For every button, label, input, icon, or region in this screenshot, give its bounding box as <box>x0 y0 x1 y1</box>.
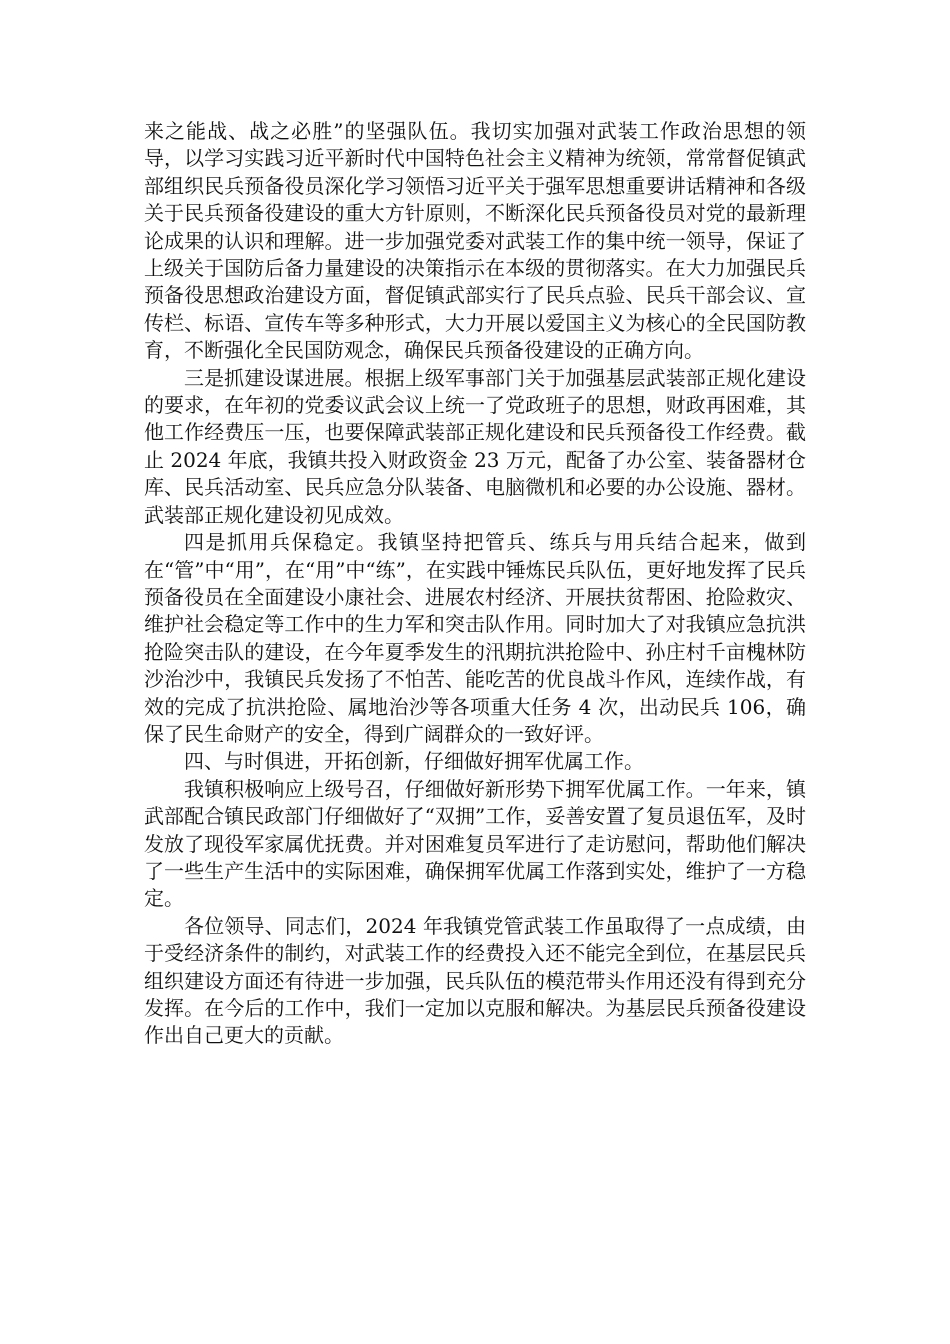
paragraph-conclusion: 各位领导、同志们，2024 年我镇党管武装工作虽取得了一点成绩，由于受经济条件的制约，对武装工作的经费投入还不能完全到位，在基层民兵组织建设方面还有待进一步加强，民兵队伍的模范带头作用还没有得到充分发挥。在今后的工作中，我们一定加以克服和解决。为基层民兵预备役建设作出自己更大的贡献。 <box>144 913 806 1048</box>
section-heading-support-military: 四、与时俱进，开拓创新，仔细做好拥军优属工作。 <box>184 749 644 774</box>
document-page <box>144 118 806 1050</box>
paragraph-continuation: 来之能战、战之必胜”的坚强队伍。我切实加强对武装工作政治思想的领导，以学习实践习近平新时代中国特色社会主义精神为统领，常常督促镇武部组织民兵预备役员深化学习领悟习近平关于强军思想重要讲话精神和各级关于民兵预备役建设的重大方针原则，不断深化民兵预备役员对党的最新理论成果的认识和理解。进一步加强党委对武装工作的集中统一领导，保证了上级关于国防后备力量建设的决策指示在本级的贯彻落实。在大力加强民兵预备役思想政治建设方面，督促镇武部实行了民兵点验、民兵干部会议、宣传栏、标语、宣传车等多种形式，大力开展以爱国主义为核心的全民国防教育，不断强化全民国防观念，确保民兵预备役建设的正确方向。 <box>144 119 806 363</box>
paragraph-construction-progress: 三是抓建设谋进展。根据上级军事部门关于加强基层武装部正规化建设的要求，在年初的党委议武会议上统一了党政班子的思想，财政再困难，其他工作经费压一压，也要保障武装部正规化建设和民兵预备役工作经费。截止 2024 年底，我镇共投入财政资金 23 万元，配备了办公室、装备器材仓库、民兵活动室、民兵应急分队装备、电脑微机和必要的办公设施、器材。武装部正规化建设初见成效。 <box>144 365 806 527</box>
paragraph-support-military: 我镇积极响应上级号召，仔细做好新形势下拥军优属工作。一年来，镇武部配合镇民政部门仔细做好了“双拥”工作，妥善安置了复员退伍军，及时发放了现役军家属优抚费。并对困难复员军进行了走访慰问，帮助他们解决了一些生产生活中的实际困难，确保拥军优属工作落到实处，维护了一方稳定。 <box>144 776 806 911</box>
paragraph-troop-deployment: 四是抓用兵保稳定。我镇坚持把管兵、练兵与用兵结合起来，做到在“管”中“用”，在“用”中“练”，在实践中锤炼民兵队伍，更好地发挥了民兵预备役员在全面建设小康社会、进展农村经济、开展扶贫帮困、抢险救灾、维护社会稳定等工作中的生力军和突击队作用。同时加大了对我镇应急抗洪抢险突击队的建设，在今年夏季发生的汛期抗洪抢险中、孙庄村千亩槐林防沙治沙中，我镇民兵发扬了不怕苦、能吃苦的优良战斗作风，连续作战，有效的完成了抗洪抢险、属地治沙等各项重大任务 4 次，出动民兵 106，确保了民生命财产的安全，得到广阔群众的一致好评。 <box>144 530 806 746</box>
